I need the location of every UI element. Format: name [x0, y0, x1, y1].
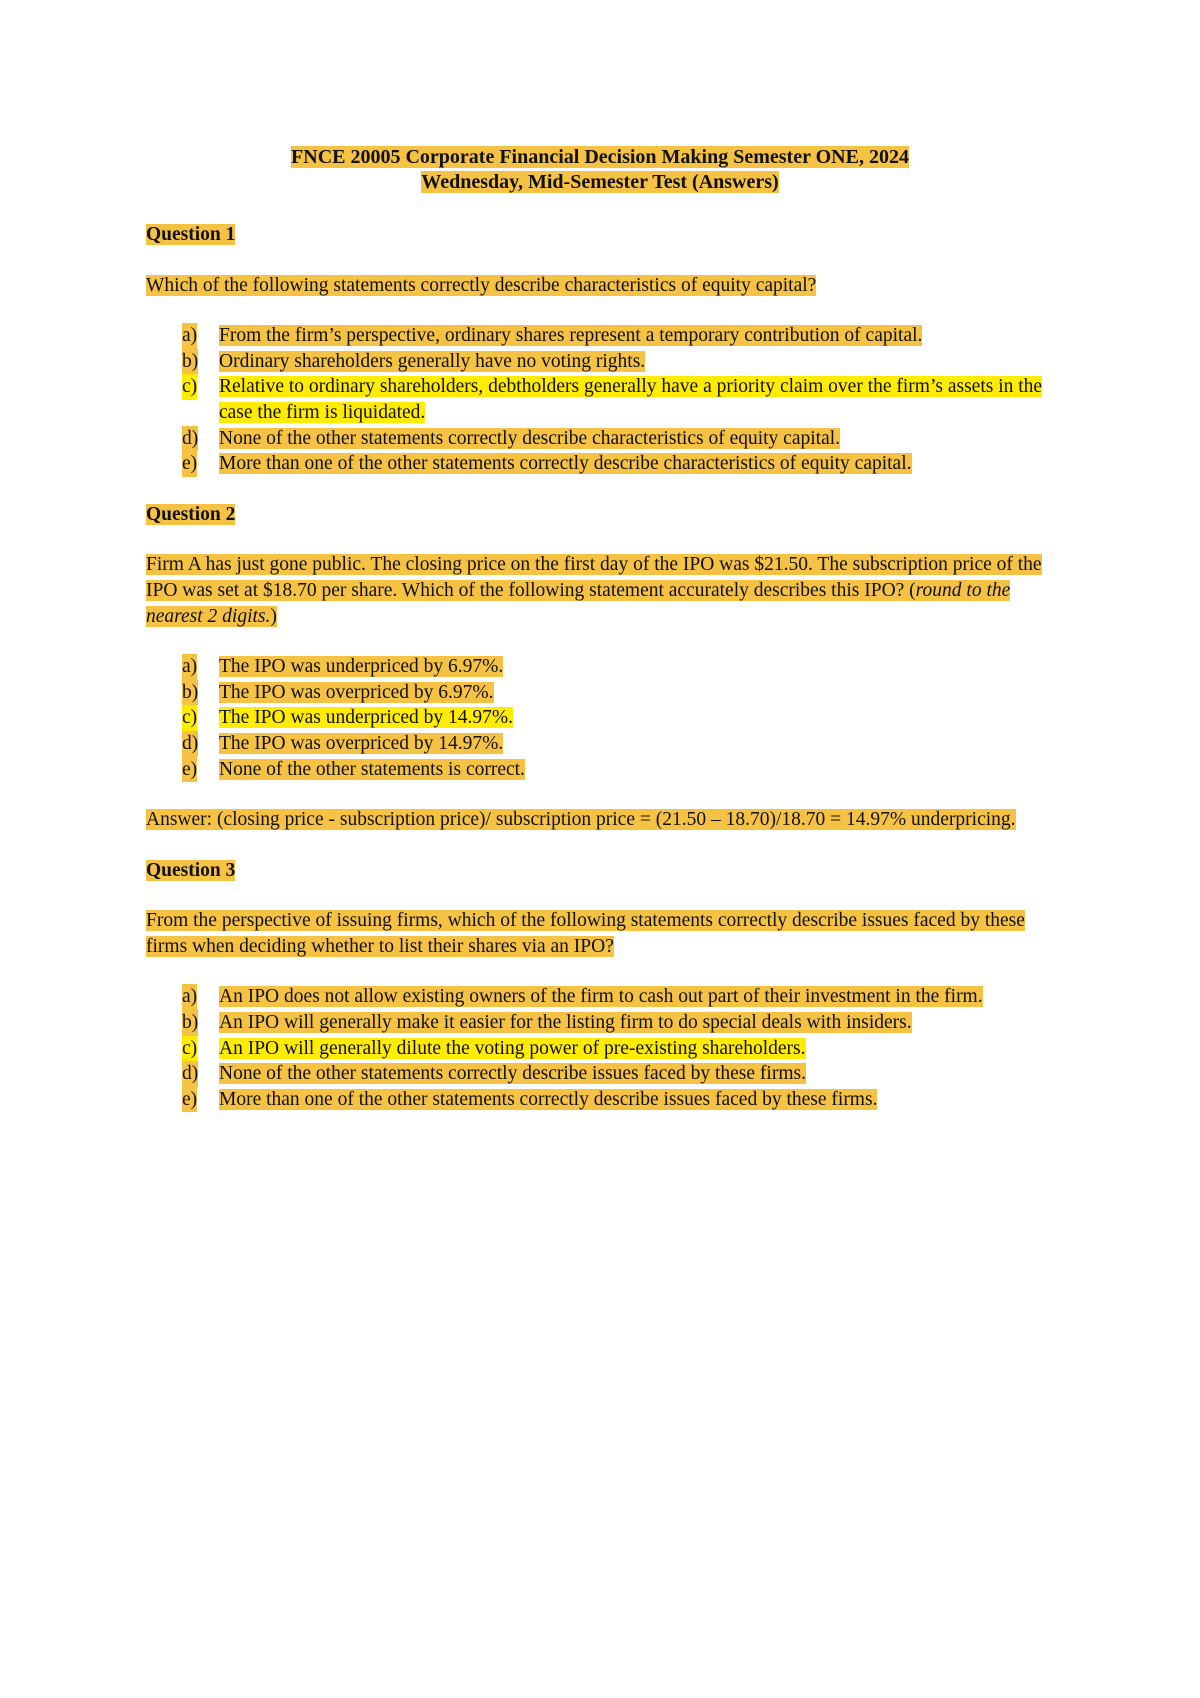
option-text: None of the other statements correctly describe characteristics of equity capital.	[219, 427, 841, 449]
option-item	[182, 349, 1066, 375]
document-body	[146, 222, 1066, 1137]
question-2-text	[146, 554, 1042, 626]
question-1	[146, 222, 1066, 477]
option-letter: c)	[182, 374, 197, 400]
option-item	[182, 654, 1066, 680]
option-item	[182, 451, 1066, 477]
option-letter: e)	[182, 451, 197, 477]
question-2-answer: Answer: (closing price - subscription price)/ subscription price = (21.50 – 18.70)/18.70 = 14.97% underpricing.	[146, 809, 1016, 831]
question-3-text: From the perspective of issuing firms, which of the following statements correctly describe issues faced by these firms when deciding whether to list their shares via an IPO?	[146, 910, 1025, 957]
option-item-correct	[182, 1036, 1066, 1062]
question-2-options	[146, 654, 1066, 782]
option-text: The IPO was underpriced by 14.97%.	[219, 707, 514, 729]
question-2-text-main: Firm A has just gone public. The closing price on the first day of the IPO was $21.50. The subscription price of the IPO was set at $18.70 per share. Which of the following statement accurately describes this IPO? (	[146, 554, 1042, 601]
question-1-options	[146, 323, 1066, 477]
option-item	[182, 731, 1066, 757]
document-title	[0, 145, 1200, 195]
option-letter: c)	[182, 1036, 197, 1062]
question-1-text: Which of the following statements correctly describe characteristics of equity capital?	[146, 274, 817, 296]
option-item	[182, 1087, 1066, 1113]
title-line-2: Wednesday, Mid-Semester Test (Answers)	[421, 171, 779, 193]
question-2-text-italic: round to the nearest 2 digits.	[146, 579, 1011, 627]
option-item	[182, 323, 1066, 349]
option-letter: a)	[182, 323, 197, 349]
option-letter: b)	[182, 680, 198, 706]
option-text: More than one of the other statements correctly describe issues faced by these firms.	[219, 1088, 878, 1110]
option-letter: d)	[182, 731, 198, 757]
option-letter: d)	[182, 1061, 198, 1087]
option-letter: a)	[182, 984, 197, 1010]
option-text: The IPO was overpriced by 6.97%.	[219, 681, 494, 703]
option-letter: c)	[182, 705, 197, 731]
option-text: More than one of the other statements correctly describe characteristics of equity capital.	[219, 453, 912, 475]
question-2	[146, 502, 1066, 833]
option-text: The IPO was overpriced by 14.97%.	[219, 732, 504, 754]
option-letter: e)	[182, 1087, 197, 1113]
question-3	[146, 858, 1066, 1113]
question-2-text-end: )	[270, 605, 277, 627]
option-item	[182, 1061, 1066, 1087]
option-letter: d)	[182, 426, 198, 452]
option-letter: e)	[182, 757, 197, 783]
option-text: Ordinary shareholders generally have no voting rights.	[219, 350, 646, 372]
option-text: An IPO will generally dilute the voting power of pre-existing shareholders.	[219, 1037, 806, 1059]
option-letter: a)	[182, 654, 197, 680]
question-3-heading: Question 3	[146, 859, 236, 881]
option-text: An IPO does not allow existing owners of the firm to cash out part of their investment in the firm.	[219, 986, 983, 1008]
question-3-options	[146, 984, 1066, 1112]
option-text: From the firm’s perspective, ordinary shares represent a temporary contribution of capital.	[219, 325, 923, 347]
option-text: The IPO was underpriced by 6.97%.	[219, 656, 504, 678]
option-letter: b)	[182, 349, 198, 375]
option-text: None of the other statements correctly describe issues faced by these firms.	[219, 1063, 806, 1085]
option-item	[182, 757, 1066, 783]
option-letter: b)	[182, 1010, 198, 1036]
option-text: An IPO will generally make it easier for the listing firm to do special deals with insiders.	[219, 1012, 912, 1034]
option-item-correct	[182, 705, 1066, 731]
option-item	[182, 1010, 1066, 1036]
option-item	[182, 984, 1066, 1010]
question-1-heading: Question 1	[146, 224, 236, 245]
option-item-correct	[182, 374, 1066, 425]
option-item	[182, 680, 1066, 706]
question-2-heading: Question 2	[146, 503, 236, 525]
option-item	[182, 426, 1066, 452]
title-line-1: FNCE 20005 Corporate Financial Decision Making Semester ONE, 2024	[291, 146, 909, 168]
option-text: None of the other statements is correct.	[219, 758, 525, 780]
option-text: Relative to ordinary shareholders, debtholders generally have a priority claim over the firm’s assets in the case the firm is liquidated.	[219, 376, 1043, 423]
